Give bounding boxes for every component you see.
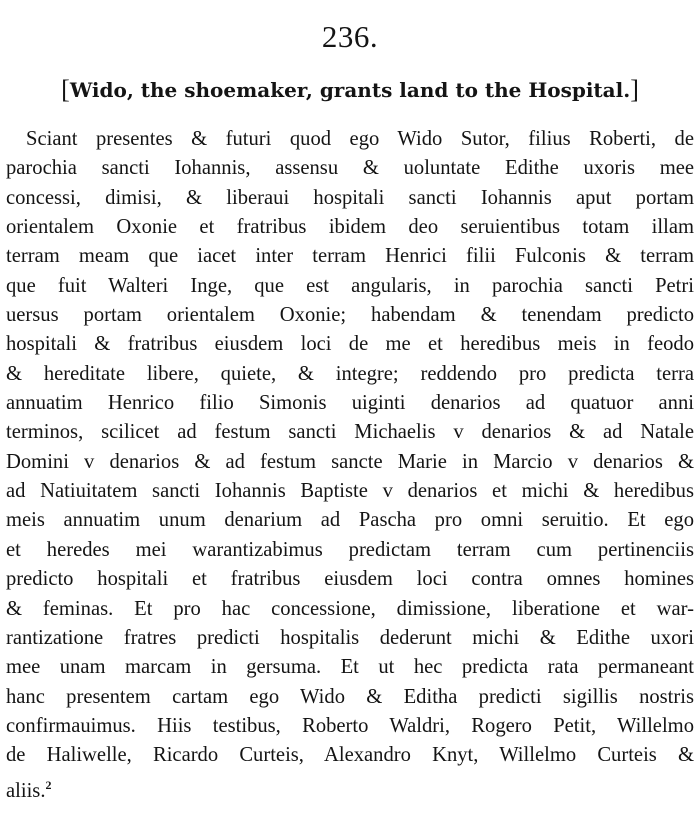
text-line: terminos, scilicet ad festum sancti Michaelis v denarios & ad Natale (6, 421, 694, 444)
text-line: rantizatione fratres predicti hospitalis dederunt michi & Edithe uxori (6, 626, 694, 649)
text-line: & hereditate libere, quiete, & integre; reddendo pro predicta terra (6, 362, 694, 385)
text-line: uersus portam orientalem Oxonie; habendam & tenendam predicto (6, 304, 694, 327)
text-line: orientalem Oxonie et fratribus ibidem deo seruientibus totam illam (6, 216, 694, 239)
text-line: meis annuatim unum denarium ad Pascha pro omni seruitio. Et ego (6, 509, 694, 532)
text-line: annuatim Henrico filio Simonis uiginti denarios ad quatuor anni (6, 392, 694, 415)
text-line: Domini v denarios & ad festum sancte Marie in Marcio v denarios & (6, 450, 694, 473)
text-line: concessi, dimisi, & liberaui hospitali sancti Iohannis aput portam (6, 186, 694, 209)
text-line: & feminas. Et pro hac concessione, dimissione, liberatione et war- (6, 597, 694, 620)
text-line: terram meam que iacet inter terram Henrici filii Fulconis & terram (6, 245, 694, 268)
text-line-last (6, 771, 694, 800)
text-line: parochia sancti Iohannis, assensu & uoluntate Edithe uxoris mee (6, 157, 694, 180)
text-line: Sciant presentes & futuri quod ego Wido Sutor, filius Roberti, de (26, 128, 694, 150)
text-line: ad Natiuitatem sancti Iohannis Baptiste v denarios et michi & heredibus (6, 480, 694, 503)
text-line: confirmauimus. Hiis testibus, Roberto Waldri, Rogero Petit, Willelmo (6, 714, 694, 737)
text-line: et heredes mei warantizabimus predictam terram cum pertinenciis (6, 538, 694, 561)
text-line: mee unam marcam in gersuma. Et ut hec predicta rata permaneant (6, 656, 694, 679)
text-line-content: aliis. (6, 779, 46, 802)
heading-title: Wido, the shoemaker, grants land to the Hospital. (69, 78, 631, 102)
charter-text (6, 125, 694, 800)
text-line: hanc presentem cartam ego Wido & Editha predicti sigillis nostris (6, 685, 694, 708)
text-line: predicto hospitali et fratribus eiusdem loci contra omnes homines (6, 568, 694, 591)
text-line: hospitali & fratribus eiusdem loci de me et heredibus meis in feodo (6, 333, 694, 356)
heading-open-bracket: [ (61, 75, 70, 104)
page-number: 236. (321, 19, 379, 54)
text-line: de Haliwelle, Ricardo Curteis, Alexandro Knyt, Willelmo Curteis & (6, 744, 694, 767)
heading-close-bracket: ] (630, 75, 639, 104)
text-line: que fuit Walteri Inge, que est angularis, in parochia sancti Petri (6, 274, 694, 297)
footnote-marker: 2 (45, 777, 52, 792)
charter-heading (0, 76, 700, 104)
